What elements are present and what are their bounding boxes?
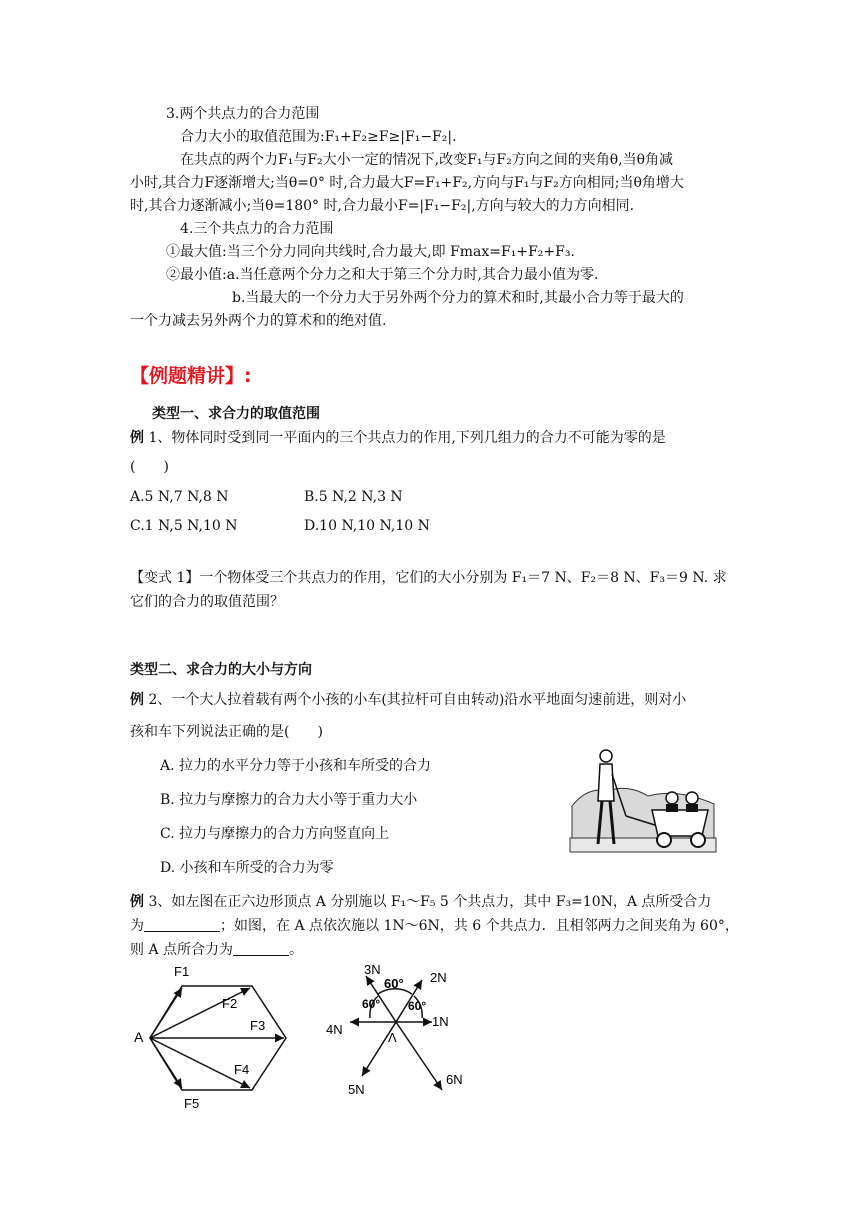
ex2-option-c: C. 拉力与摩擦力的合力方向竖直向上 bbox=[160, 826, 390, 842]
section-heading: 【例题精讲】: bbox=[130, 365, 252, 387]
ex1-label: 例 bbox=[130, 430, 144, 446]
f3-label: F3 bbox=[250, 1018, 266, 1033]
sec4-min-b1: b.当最大的一个分力大于另外两个分力的算术和时,其最小合力等于最大的 bbox=[232, 290, 684, 306]
ex2-label: 例 bbox=[130, 692, 144, 708]
label-5n: 5N bbox=[348, 1082, 365, 1097]
label-6n: 6N bbox=[446, 1072, 463, 1087]
ex2-text: 2、一个大人拉着载有两个小孩的小车(其拉杆可自由转动)沿水平地面匀速前进，则对小 bbox=[144, 692, 687, 708]
type1-heading: 类型一、求合力的取值范围 bbox=[152, 406, 320, 422]
label-1n: 1N bbox=[432, 1014, 449, 1029]
ex3-label: 例 bbox=[130, 894, 144, 910]
f4-label: F4 bbox=[234, 1062, 250, 1077]
f1-label: F1 bbox=[174, 964, 190, 979]
ex2-line2: 孩和车下列说法正确的是( ) bbox=[130, 724, 323, 740]
ex1-option-c: C.1 N,5 N,10 N bbox=[130, 518, 238, 534]
label-3n: 3N bbox=[364, 962, 381, 977]
ex3-line3-start: 则 A 点所合力为 bbox=[130, 942, 234, 958]
ex3-line2 bbox=[130, 916, 739, 936]
ex3-line2-start: 为 bbox=[130, 918, 144, 934]
var1-line1: 【变式 1】一个物体受三个共点力的作用，它们的大小分别为 F₁＝7 N、F₂＝8 N、F₃＝9 N. 求 bbox=[130, 570, 727, 586]
angle-label-left: 60° bbox=[362, 997, 381, 1011]
ex1-option-a: A.5 N,7 N,8 N bbox=[130, 489, 229, 505]
f2-label: F2 bbox=[222, 996, 238, 1011]
ex1-question bbox=[130, 428, 666, 448]
angle-label-top: 60° bbox=[384, 976, 404, 991]
ex2-option-b: B. 拉力与摩擦力的合力大小等于重力大小 bbox=[160, 792, 418, 808]
ex3-line3 bbox=[130, 940, 303, 960]
force-6n-arrow bbox=[396, 1022, 442, 1090]
ex3-text: 3、如左图在正六边形顶点 A 分别施以 F₁～F₅ 5 个共点力，其中 F₃=10N，A 点所受合力 bbox=[144, 894, 712, 910]
point-a-label-2: Λ bbox=[388, 1030, 397, 1045]
type2-heading: 类型二、求合力的大小与方向 bbox=[130, 662, 312, 678]
ex2-line1 bbox=[130, 690, 686, 710]
ex1-paren: ( ) bbox=[130, 459, 169, 475]
ex1-option-d: D.10 N,10 N,10 N bbox=[304, 518, 430, 534]
wagon-illustration bbox=[568, 746, 718, 856]
sec3-p1: 在共点的两个力F₁与F₂大小一定的情况下,改变F₁与F₂方向之间的夹角θ,当θ角减 bbox=[180, 152, 674, 168]
sec4-title: 4.三个共点力的合力范围 bbox=[180, 221, 334, 237]
ex1-text: 1、物体同时受到同一平面内的三个共点力的作用,下列几组力的合力不可能为零的是 bbox=[144, 430, 666, 446]
sec3-title: 3.两个共点力的合力范围 bbox=[166, 106, 320, 122]
ex1-option-b: B.5 N,2 N,3 N bbox=[304, 489, 403, 505]
ex2-option-d: D. 小孩和车所受的合力为零 bbox=[160, 860, 334, 876]
ex3-line1 bbox=[130, 892, 711, 912]
sec3-p3: 时,其合力逐渐减小;当θ=180° 时,合力最小F=|F₁−F₂|,方向与较大的力方向相同. bbox=[130, 198, 635, 214]
label-2n: 2N bbox=[430, 970, 447, 985]
ex2-option-a: A. 拉力的水平分力等于小孩和车所受的合力 bbox=[160, 758, 432, 774]
six-forces-figure bbox=[322, 958, 482, 1108]
label-4n: 4N bbox=[326, 1022, 343, 1037]
sec3-p2: 小时,其合力F逐渐增大;当θ=0° 时,合力最大F=F₁+F₂,方向与F₁与F₂方向相同;当θ角增大 bbox=[130, 175, 684, 191]
sec4-min-a: ②最小值:a.当任意两个分力之和大于第三个分力时,其合力最小值为零. bbox=[166, 267, 599, 283]
sec4-max: ①最大值:当三个分力同向共线时,合力最大,即 Fmax=F₁+F₂+F₃. bbox=[166, 244, 575, 260]
var1-line2: 它们的合力的取值范围？ bbox=[130, 594, 284, 610]
ex3-line2-rest: ；如图，在 A 点依次施以 1N～6N，共 6 个共点力．且相邻两力之间夹角为 60°， bbox=[220, 918, 739, 934]
hexagon-force-figure bbox=[130, 962, 300, 1112]
point-a-label: A bbox=[134, 1029, 144, 1045]
ex3-line3-end: 。 bbox=[289, 942, 304, 958]
sec3-range: 合力大小的取值范围为:F₁+F₂≥F≥|F₁−F₂|. bbox=[180, 129, 457, 145]
ex3-answer-blank-2[interactable] bbox=[233, 941, 289, 956]
ex3-answer-blank-1[interactable] bbox=[144, 917, 220, 932]
sec4-min-b2: 一个力减去另外两个力的算术和的绝对值. bbox=[130, 313, 387, 329]
f5-label: F5 bbox=[184, 1096, 200, 1111]
angle-label-right: 60° bbox=[408, 999, 427, 1013]
